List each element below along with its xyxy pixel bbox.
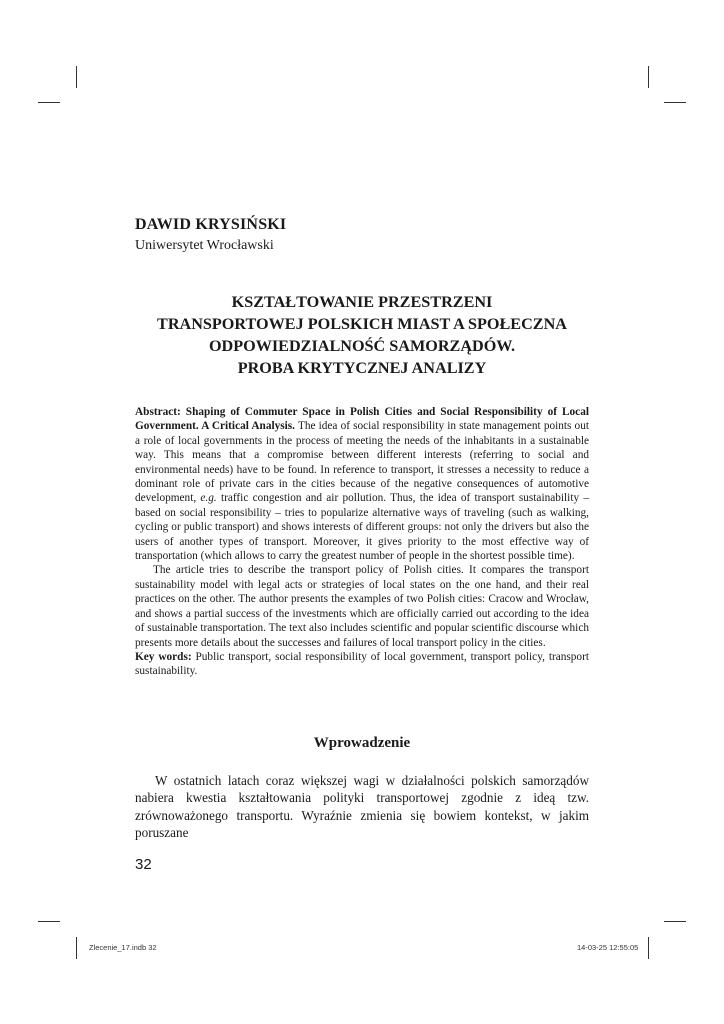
page-number: 32 <box>135 856 152 873</box>
abstract-text: The idea of social responsibility in state management points out a role of local governments in the process of meeting the needs of the inhabitants in a sustainable way. This means that a compromise between different interests (referring to social and environmental needs) have to be found. In reference to transport, it stresses a necessity to reduce a dominant role of private cars in the cities because of the negative consequences of automotive development, <box>135 420 589 505</box>
keywords-label: Key words: <box>135 650 192 663</box>
author-name: DAWID KRYSIŃSKI <box>135 216 287 233</box>
abstract-eg: e.g. <box>200 492 217 505</box>
section-heading: Wprowadzenie <box>313 735 411 751</box>
crop-mark-bottom-right-horizontal <box>664 921 686 922</box>
crop-mark-top-left-horizontal <box>38 102 60 103</box>
abstract-paragraph: The article tries to describe the transport policy of Polish cities. It compares the transport sustainability model with legal acts or strategies of local states on the one hand, and their real practices on the other. The author presents the examples of two Polish cities: Cracow and Wrocław, and shows a partial success of the investments which are officially carried out according to the idea of sustainable transportation. The text also includes scientific and popular scientific discourse which presents more details about the successes and failures of local transport policy in the cities. <box>135 564 589 649</box>
author-affiliation: Uniwersytet Wrocławski <box>135 238 274 253</box>
body-paragraph: W ostatnich latach coraz większej wagi w działalności polskich samorządów nabiera kwestia kształtowania polityki transportowej zgodnie z ideą tzw. zrównoważonego transportu. Wyraźnie zmienia się bowiem kontekst, w jakim poruszane <box>135 773 589 841</box>
crop-mark-top-right-horizontal <box>664 102 686 103</box>
crop-mark-bottom-right-vertical <box>648 937 649 959</box>
slug-timestamp: 14-03-25 12:55:05 <box>577 943 639 952</box>
crop-mark-top-left-vertical <box>76 66 77 88</box>
article-title <box>120 291 604 379</box>
abstract-label: Abstract: Shaping of Commuter Space in Polish Cities and Social Responsibility of Local Government. A Critical Analysis. <box>135 406 589 433</box>
abstract-text: traffic congestion and air pollution. Thus, the idea of transport sustainability – based on social responsibility – tries to popularize alternative ways of traveling (such as walking, cycling or public transport) and shows interests of different groups: not only the drivers but also the users of another types of transport. Moreover, it gives priority to the most effective way of transportation (which allows to carry the greatest number of people in the shortest possible time). <box>135 492 589 563</box>
title-line: ODPOWIEDZIALNOŚĆ SAMORZĄDÓW. <box>208 337 516 355</box>
title-line: KSZTAŁTOWANIE PRZESTRZENI <box>231 293 493 311</box>
slug-file-info: Zlecenie_17.indb 32 <box>89 943 157 952</box>
abstract <box>135 405 589 679</box>
keywords-text: Public transport, social responsibility of local government, transport policy, transport sustainability. <box>135 650 589 678</box>
title-line: PROBA KRYTYCZNEJ ANALIZY <box>237 359 487 377</box>
crop-mark-bottom-left-horizontal <box>38 921 60 922</box>
crop-mark-bottom-left-vertical <box>76 937 77 959</box>
crop-mark-top-right-vertical <box>648 66 649 88</box>
keywords <box>135 650 589 679</box>
title-line: TRANSPORTOWEJ POLSKICH MIAST A SPOŁECZNA <box>157 315 567 333</box>
abstract-paragraph <box>135 405 589 563</box>
